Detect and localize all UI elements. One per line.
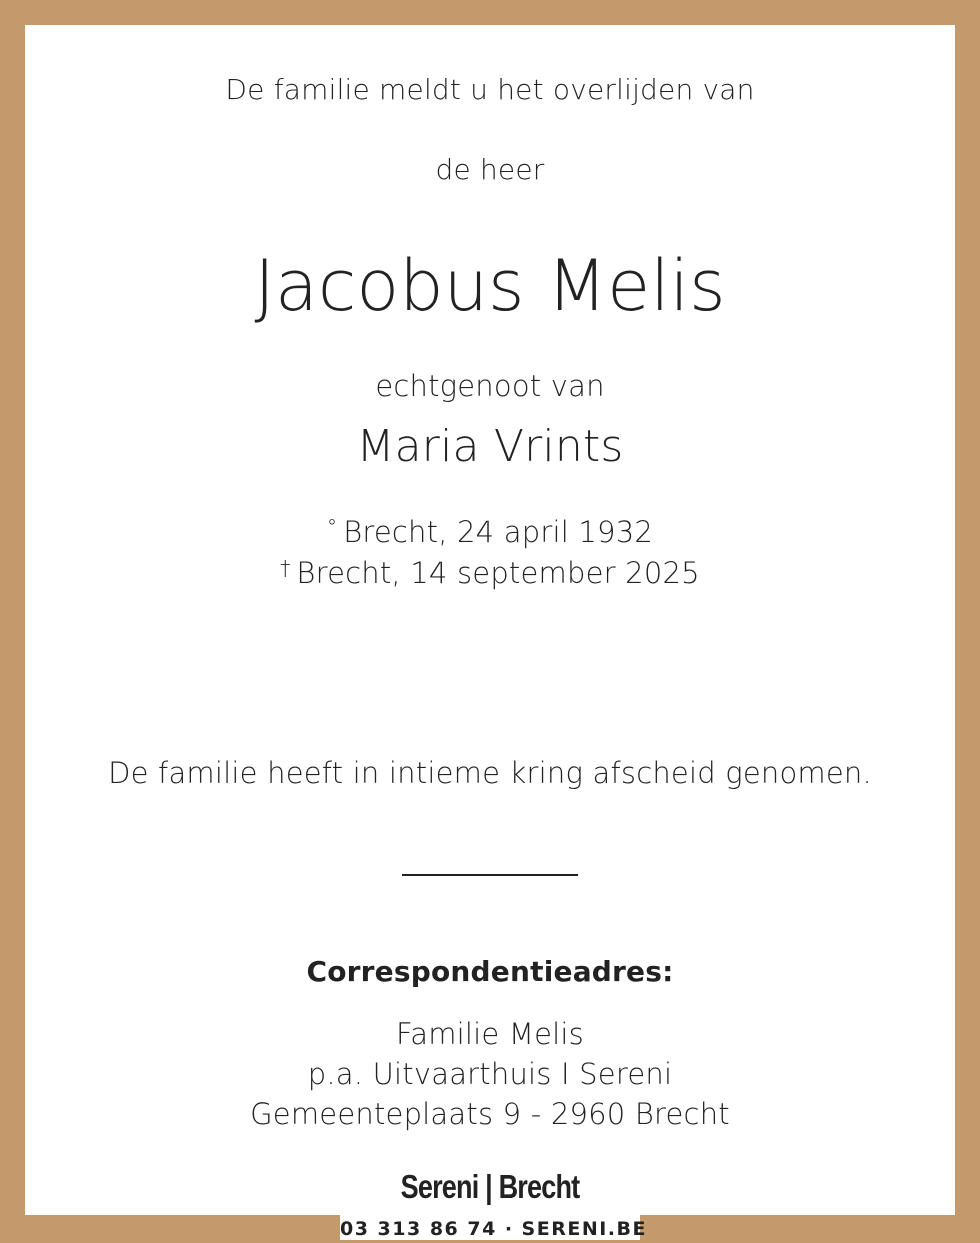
- address-line-1: Familie Melis: [396, 1017, 584, 1051]
- death-date: Brecht, 14 september 2025: [296, 556, 700, 590]
- birth-date: Brecht, 24 april 1932: [343, 515, 653, 549]
- death-line: [25, 556, 955, 590]
- intro-text: De familie meldt u het overlijden van: [225, 73, 755, 106]
- address-line-2: p.a. Uitvaarthuis I Sereni: [307, 1057, 673, 1091]
- separator-dot: ·: [504, 1218, 514, 1240]
- correspondence-heading: Correspondentieadres:: [306, 955, 674, 988]
- farewell-text: De familie heeft in intieme kring afscheid genomen.: [108, 756, 872, 790]
- website: SERENI.BE: [521, 1218, 647, 1240]
- phone-number: 03 313 86 74: [340, 1218, 497, 1240]
- spouse-name: Maria Vrints: [356, 421, 624, 472]
- cross-icon: †: [280, 556, 291, 580]
- deceased-name: Jacobus Melis: [254, 245, 726, 327]
- divider: [402, 874, 578, 876]
- birth-symbol: °: [326, 515, 338, 539]
- death-notice-card: [25, 25, 955, 1215]
- birth-line: [25, 515, 955, 549]
- honorific: de heer: [435, 153, 545, 186]
- address-line-3: Gemeenteplaats 9 - 2960 Brecht: [250, 1097, 730, 1131]
- brand-logo: Sereni | Brecht: [400, 1168, 580, 1205]
- relation-text: echtgenoot van: [375, 369, 605, 403]
- contact-bar: [340, 1215, 647, 1240]
